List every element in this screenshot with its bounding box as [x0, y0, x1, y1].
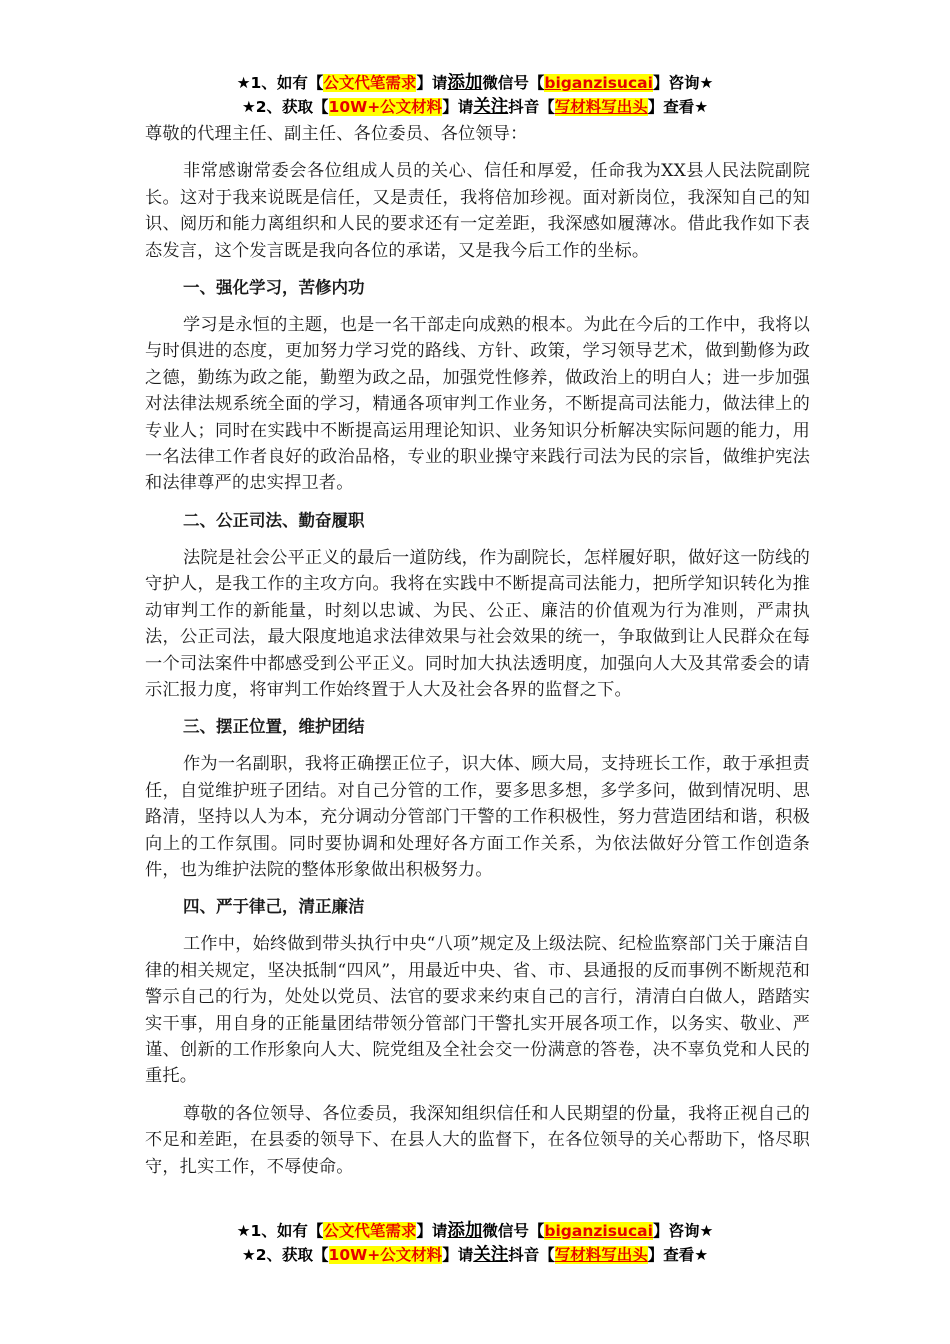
promo-text: ★1、如有【: [236, 1222, 324, 1240]
promo-emphasis: 添加: [447, 73, 483, 93]
promo-text: ★1、如有【: [236, 74, 324, 92]
promo-emphasis: 关注: [473, 1245, 509, 1265]
promo-line-1: [0, 71, 950, 95]
promo-emphasis: 关注: [473, 97, 509, 117]
document-body: [145, 121, 810, 1191]
promo-banner-bottom: [0, 1219, 950, 1267]
promo-douyin-id: 写材料写出头: [554, 98, 648, 116]
promo-wechat-id: biganzisucai: [544, 1222, 653, 1240]
promo-douyin-id: 写材料写出头: [554, 1246, 648, 1264]
section-heading: 三、摆正位置，维护团结: [183, 717, 365, 737]
section-paragraph: 作为一名副职，我将正确摆正位子，识大体、顾大局，支持班长工作，敢于承担责任，自觉维护班子团结。对自己分管的工作，要多思多想，多学多问，做到情况明、思路清，坚持以人为本，充分调动分管部门干警的工作积极性，努力营造团结和谐，积极向上的工作氛围。同时要协调和处理好各方面工作关系，为依法做好分管工作创造条件，也为维护法院的整体形象做出积极努力。: [145, 754, 810, 880]
promo-text: 】查看★: [647, 98, 709, 116]
promo-text: 】查看★: [647, 1246, 709, 1264]
promo-text: ★2、获取【: [241, 98, 329, 116]
promo-text: 】请: [442, 98, 474, 116]
promo-highlight: 10W+公文材料: [328, 98, 443, 116]
promo-emphasis: 添加: [447, 1221, 483, 1241]
promo-line-2: [0, 95, 950, 119]
closing-paragraph: 尊敬的各位领导、各位委员，我深知组织信任和人民期望的份量，我将正视自己的不足和差距，在县委的领导下、在县人大的监督下，在各位领导的关心帮助下，恪尽职守，扎实工作，不辱使命。: [145, 1103, 810, 1177]
promo-highlight: 公文代笔需求: [323, 1222, 417, 1240]
intro-paragraph: 非常感谢常委会各位组成人员的关心、信任和厚爱，任命我为XX县人民法院副院长。这对于我来说既是信任，又是责任，我将倍加珍视。面对新岗位，我深知自己的知识、阅历和能力离组织和人民的要求还有一定差距，我深感如履薄冰。借此我作如下表态发言，这个发言既是我向各位的承诺，又是我今后工作的坐标。: [145, 161, 810, 261]
section-heading: 二、公正司法、勤奋履职: [183, 510, 365, 530]
promo-highlight: 10W+公文材料: [328, 1246, 443, 1264]
promo-text: 】咨询★: [652, 1222, 714, 1240]
promo-banner-top: [0, 71, 950, 119]
promo-wechat-id: biganzisucai: [544, 74, 653, 92]
section-heading: 一、强化学习，苦修内功: [183, 278, 365, 298]
promo-text: 微信号【: [482, 74, 545, 92]
section-paragraph: 工作中，始终做到带头执行中央“八项”规定及上级法院、纪检监察部门关于廉洁自律的相关规定，坚决抵制“四风”，用最近中央、省、市、县通报的反而事例不断规范和警示自己的行为，处处以党员、法官的要求来约束自己的言行，清清白白做人，踏踏实实干事，用自身的正能量团结带领分管部门干警扎实开展各项工作，以务实、敬业、严谨、创新的工作形象向人大、院党组及全社会交一份满意的答卷，决不辜负党和人民的重托。: [145, 934, 810, 1087]
section-paragraph: 法院是社会公平正义的最后一道防线，作为副院长，怎样履好职，做好这一防线的守护人，是我工作的主攻方向。我将在实践中不断提高司法能力，把所学知识转化为推动审判工作的新能量，时刻以忠诚、为民、公正、廉洁的价值观为行为准则，严肃执法，公正司法，最大限度地追求法律效果与社会效果的统一，争取做到让人民群众在每一个司法案件中都感受到公平正义。同时加大执法透明度，加强向人大及其常委会的请示汇报力度，将审判工作始终置于人大及社会各界的监督之下。: [145, 547, 810, 700]
promo-line-1: [0, 1219, 950, 1243]
promo-text: ★2、获取【: [241, 1246, 329, 1264]
promo-text: 】请: [416, 74, 448, 92]
promo-highlight: 公文代笔需求: [323, 74, 417, 92]
promo-text: 】请: [416, 1222, 448, 1240]
section-paragraph: 学习是永恒的主题，也是一名干部走向成熟的根本。为此在今后的工作中，我将以与时俱进的态度，更加努力学习党的路线、方针、政策，学习领导艺术，做到勤修为政之德，勤练为政之能，勤塑为政之品，加强党性修养，做政治上的明白人；进一步加强对法律法规系统全面的学习，精通各项审判工作业务，不断提高司法能力，做法律上的专业人；同时在实践中不断提高运用理论知识、业务知识分析解决实际问题的能力，用一名法律工作者良好的政治品格，专业的职业操守来践行司法为民的宗旨，做维护宪法和法律尊严的忠实捍卫者。: [145, 315, 810, 494]
promo-text: 微信号【: [482, 1222, 545, 1240]
section-heading: 四、严于律己，清正廉洁: [183, 897, 365, 917]
salutation: 尊敬的代理主任、副主任、各位委员、各位领导：: [145, 124, 528, 144]
promo-text: 抖音【: [508, 1246, 555, 1264]
promo-text: 】请: [442, 1246, 474, 1264]
promo-text: 】咨询★: [652, 74, 714, 92]
promo-text: 抖音【: [508, 98, 555, 116]
promo-line-2: [0, 1243, 950, 1267]
